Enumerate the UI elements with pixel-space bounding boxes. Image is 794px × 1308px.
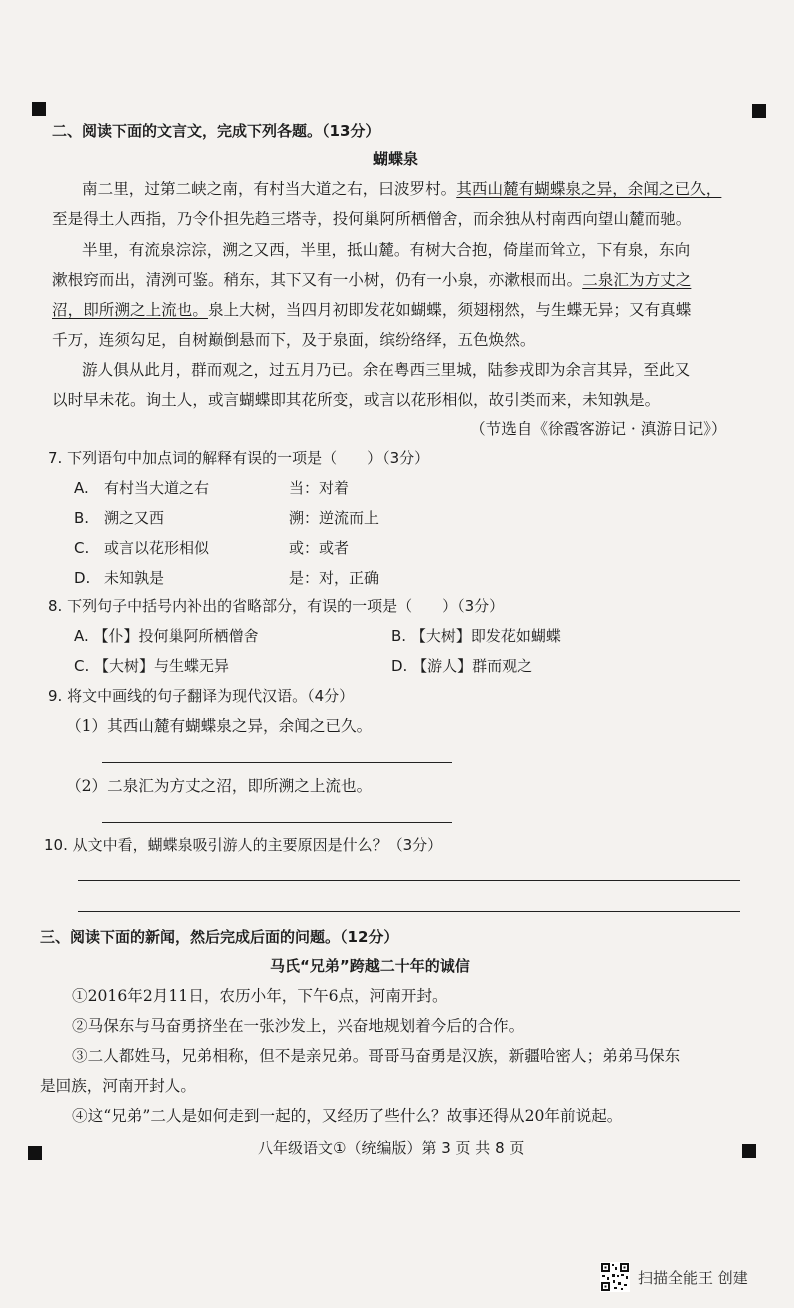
underlined-sentence-2a: 二泉汇为方丈之 [582, 271, 692, 289]
q9-sentence-1: （1）其西山麓有蝴蝶泉之异，余闻之已久。 [66, 717, 373, 735]
q7-option-c-gloss: 或：或者 [289, 539, 350, 557]
q7-option-d-text: 未知孰是 [104, 569, 165, 587]
q7-option-c-label: C. [74, 539, 90, 557]
passage-p1-line2: 至是得土人西指，乃令仆担先趋三塔寺，投何巢阿所栖僧舍，而余独从村南西向望山麓而驰。 [52, 210, 692, 228]
passage-p2-line4: 千万，连须勾足，自树巅倒悬而下，及于泉面，缤纷络绎，五色焕然。 [52, 331, 536, 349]
q9-sentence-2: （2）二泉汇为方丈之沼，即所溯之上流也。 [66, 777, 373, 795]
passage-title: 蝴蝶泉 [373, 150, 419, 168]
q8-option-b: B. 【大树】即发花如蝴蝶 [391, 627, 561, 645]
passage-p2-line3 [52, 295, 691, 325]
q8-option-d: D. 【游人】群而观之 [391, 657, 533, 675]
section3-heading: 三、阅读下面的新闻，然后完成后面的问题。（12分） [40, 928, 399, 946]
news-paragraph-3-line2: 是回族，河南开封人。 [40, 1077, 196, 1095]
news-title: 马氏“兄弟”跨越二十年的诚信 [270, 957, 470, 975]
passage-p3-line2: 以时早未花。询土人，或言蝴蝶即其花所变，或言以花形相似，故引类而来，未知孰是。 [52, 391, 661, 409]
p1-plain-text: 南二里，过第二峡之南，有村当大道之右，曰波罗村。 [82, 180, 457, 198]
p2-plain-text: 漱根窍而出，清洌可鉴。稍东，其下又有一小树，仍有一小泉，亦漱根而出。 [52, 271, 583, 289]
q7-option-a-gloss: 当：对着 [289, 479, 350, 497]
underlined-sentence-1a: 其西山麓有蝴蝶泉之异，余闻之已久， [456, 180, 722, 198]
page-footer: 八年级语文①（统编版）第 3 页 共 8 页 [258, 1139, 525, 1157]
scanner-watermark-text: 扫描全能王 创建 [638, 1268, 748, 1287]
news-paragraph-1: ①2016年2月11日，农历小年，下午6点，河南开封。 [72, 987, 448, 1005]
q7-option-b-gloss: 溯：逆流而上 [289, 509, 380, 527]
registration-mark-bottom-left [28, 1146, 42, 1160]
news-paragraph-4: ④这“兄弟”二人是如何走到一起的，又经历了些什么？故事还得从20年前说起。 [72, 1107, 623, 1125]
registration-mark-top-left [32, 102, 46, 116]
p2-plain-text-2: 泉上大树，当四月初即发花如蝴蝶，须翅栩然，与生蝶无异；又有真蝶 [207, 301, 692, 319]
passage-p3-line1: 游人俱从此月，群而观之，过五月乃已。余在粤西三里城，陆参戎即为余言其异，至此又 [82, 361, 691, 379]
qr-code-icon [600, 1262, 630, 1292]
q10-answer-line-2[interactable] [78, 911, 740, 912]
passage-source: （节选自《徐霞客游记 · 滇游日记》） [470, 420, 727, 438]
q9-answer-line-2[interactable] [102, 822, 452, 823]
q8-option-a: A. 【仆】投何巢阿所栖僧舍 [74, 627, 259, 645]
q10-answer-line-1[interactable] [78, 880, 740, 881]
passage-p1-line1 [82, 174, 721, 204]
q9-stem: 9. 将文中画线的句子翻译为现代汉语。（4分） [48, 687, 355, 705]
news-paragraph-3-line1: ③二人都姓马，兄弟相称，但不是亲兄弟。哥哥马奋勇是汉族，新疆哈密人；弟弟马保东 [72, 1047, 681, 1065]
q7-option-a-text: 有村当大道之右 [104, 479, 210, 497]
news-paragraph-2: ②马保东与马奋勇挤坐在一张沙发上，兴奋地规划着今后的合作。 [72, 1017, 525, 1035]
q9-answer-line-1[interactable] [102, 762, 452, 763]
q7-option-a-label: A. [74, 479, 89, 497]
registration-mark-top-right [752, 104, 766, 118]
registration-mark-bottom-right [742, 1144, 756, 1158]
section2-heading: 二、阅读下面的文言文，完成下列各题。（13分） [52, 122, 381, 140]
q7-stem: 7. 下列语句中加点词的解释有误的一项是（ ）（3分） [48, 449, 430, 467]
passage-p2-line2 [52, 265, 691, 295]
q8-stem: 8. 下列句子中括号内补出的省略部分，有误的一项是（ ）（3分） [48, 597, 505, 615]
q8-option-c: C. 【大树】与生蝶无异 [74, 657, 230, 675]
underlined-sentence-2b: 沼，即所溯之上流也。 [52, 301, 208, 319]
q7-option-c-text: 或言以花形相似 [104, 539, 210, 557]
q7-option-b-label: B. [74, 509, 90, 527]
passage-p2-line1: 半里，有流泉淙淙，溯之又西，半里，抵山麓。有树大合抱，倚崖而耸立，下有泉，东向 [82, 241, 691, 259]
q7-option-b-text: 溯之又西 [104, 509, 165, 527]
scanner-watermark [600, 1262, 748, 1292]
q10-stem: 10. 从文中看，蝴蝶泉吸引游人的主要原因是什么？（3分） [44, 836, 443, 854]
q7-option-d-label: D. [74, 569, 91, 587]
q7-option-d-gloss: 是：对，正确 [289, 569, 380, 587]
